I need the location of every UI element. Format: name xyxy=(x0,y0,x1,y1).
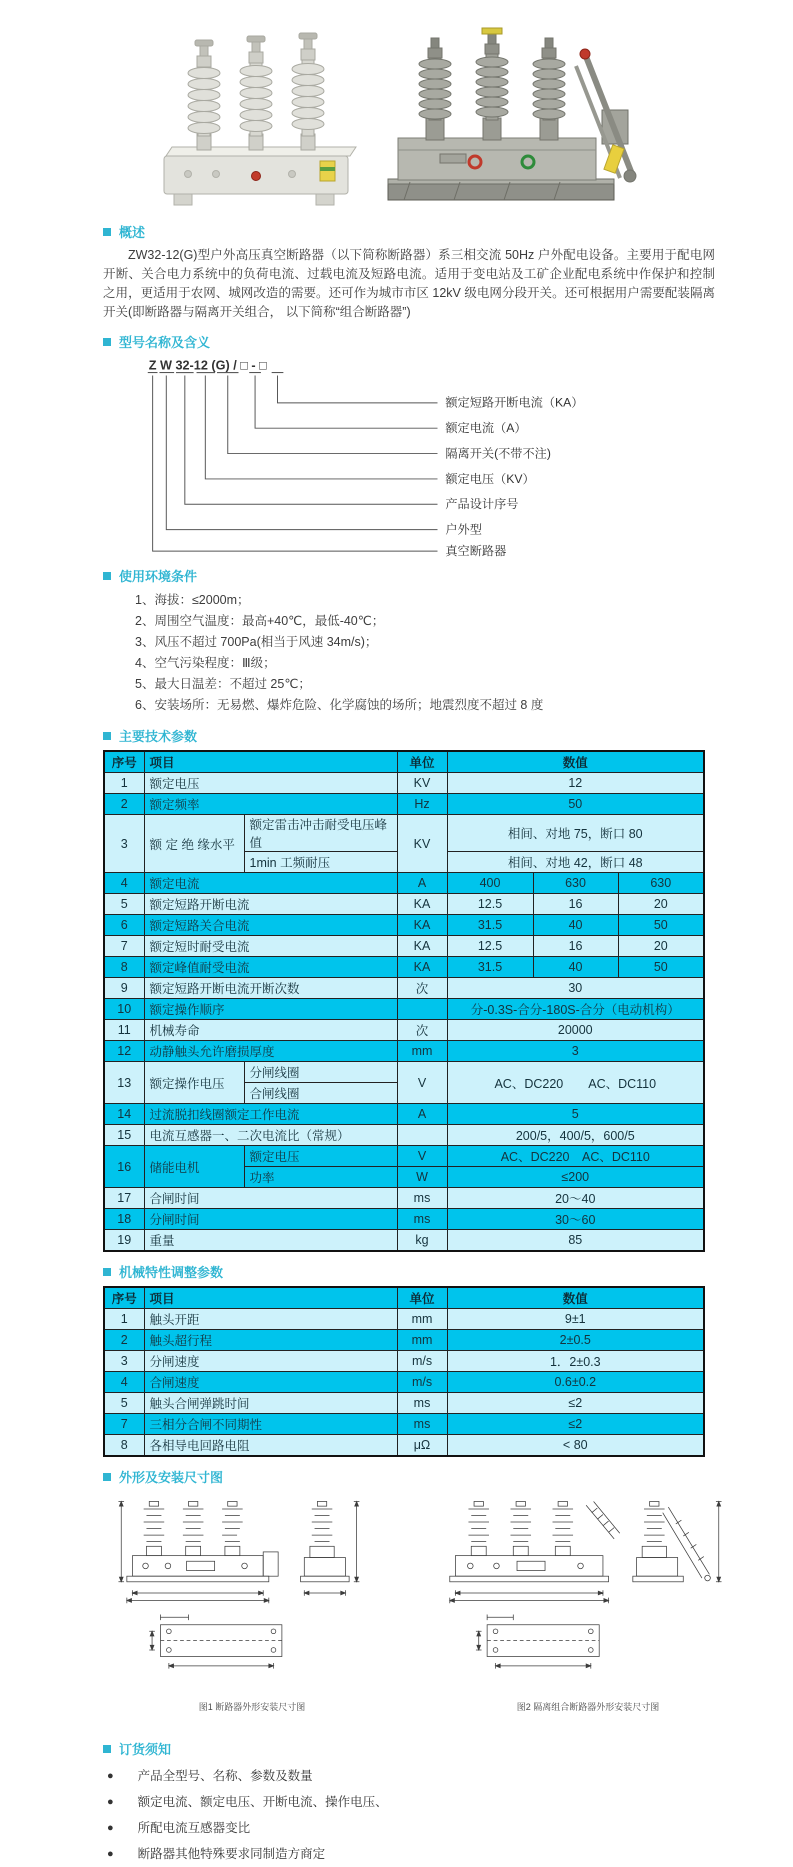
item-label: 分闸速度 xyxy=(144,1351,397,1372)
environment-item: 2、周围空气温度：最高+40℃，最低-40℃； xyxy=(135,614,385,628)
section-dimensions xyxy=(103,1467,793,1486)
row-number: 18 xyxy=(104,1209,144,1230)
unit-value: mm xyxy=(397,1041,447,1062)
param-value: 0.6±0.2 xyxy=(447,1372,704,1393)
row-number: 1 xyxy=(104,773,144,794)
param-value: AC、DC220 AC、DC110 xyxy=(447,1146,704,1167)
unit-value: 次 xyxy=(397,1020,447,1041)
param-value: ≤2 xyxy=(447,1393,704,1414)
unit-value: ms xyxy=(397,1209,447,1230)
unit-value: V xyxy=(397,1062,447,1104)
bullet-dot-icon: ● xyxy=(107,1770,114,1782)
table-row xyxy=(104,1188,704,1209)
param-value: 12 xyxy=(447,773,704,794)
product-photo-breaker xyxy=(152,16,364,212)
sub-item-label: 合闸线圈 xyxy=(244,1083,397,1104)
model-label: 户外型 xyxy=(445,522,482,537)
param-value: 85 xyxy=(447,1230,704,1252)
mech-params-table xyxy=(103,1286,705,1457)
param-value: 630 xyxy=(618,873,704,894)
table-row xyxy=(104,794,704,815)
row-number: 12 xyxy=(104,1041,144,1062)
table-row xyxy=(104,957,704,978)
unit-value: KV xyxy=(397,773,447,794)
unit-value: ms xyxy=(397,1188,447,1209)
dimension-figure-2 xyxy=(438,1494,738,1713)
item-label: 额定短路开断电流 xyxy=(144,894,397,915)
col-header: 数值 xyxy=(447,1287,704,1309)
col-header: 序号 xyxy=(104,751,144,773)
section-bullet-icon xyxy=(103,1268,111,1276)
param-value: 20 xyxy=(618,936,704,957)
section-title: 主要技术参数 xyxy=(119,729,198,744)
table-row xyxy=(104,1125,704,1146)
table-row xyxy=(104,978,704,999)
model-label: 产品设计序号 xyxy=(445,497,519,512)
row-number: 5 xyxy=(104,1393,144,1414)
col-header: 数值 xyxy=(447,751,704,773)
col-header: 序号 xyxy=(104,1287,144,1309)
row-number: 3 xyxy=(104,1351,144,1372)
environment-item: 1、海拔：≤2000m； xyxy=(135,593,250,607)
section-title: 外形及安装尺寸图 xyxy=(119,1470,224,1485)
param-value: 16 xyxy=(533,936,618,957)
item-label: 电流互感器一、二次电流比（常规） xyxy=(144,1125,397,1146)
param-value: 分-0.3S-合分-180S-合分（电动机构） xyxy=(447,999,704,1020)
param-value: 5 xyxy=(447,1104,704,1125)
section-bullet-icon xyxy=(103,338,111,346)
item-label: 储能电机 xyxy=(144,1146,244,1188)
bullet-dot-icon: ● xyxy=(107,1848,114,1860)
col-header: 项目 xyxy=(144,1287,397,1309)
param-value: 50 xyxy=(618,957,704,978)
param-value: 31.5 xyxy=(447,957,533,978)
section-mech-params xyxy=(103,1262,793,1281)
item-label: 额定电压 xyxy=(144,773,397,794)
section-main-params xyxy=(103,726,793,745)
row-number: 2 xyxy=(104,1330,144,1351)
table-row xyxy=(104,815,704,852)
item-label: 三相分合闸不同期性 xyxy=(144,1414,397,1435)
param-value: 12.5 xyxy=(447,936,533,957)
row-number: 5 xyxy=(104,894,144,915)
table-row xyxy=(104,773,704,794)
table-row xyxy=(104,873,704,894)
row-number: 17 xyxy=(104,1188,144,1209)
item-label: 触头合闸弹跳时间 xyxy=(144,1393,397,1414)
model-label: 真空断路器 xyxy=(445,544,507,559)
param-value: 50 xyxy=(447,794,704,815)
item-label: 合闸速度 xyxy=(144,1372,397,1393)
outline-drawing-breaker xyxy=(112,1494,392,1692)
item-label: 各相导电回路电阻 xyxy=(144,1435,397,1457)
item-label: 额定峰值耐受电流 xyxy=(144,957,397,978)
unit-value: KV xyxy=(397,815,447,873)
param-value: ≤200 xyxy=(447,1167,704,1188)
section-ordering xyxy=(103,1739,793,1758)
ordering-item: ● 断路器其他特殊要求同制造方商定 xyxy=(107,1841,793,1867)
param-value: 50 xyxy=(618,915,704,936)
row-number: 7 xyxy=(104,1414,144,1435)
table-row xyxy=(104,1062,704,1083)
section-environment xyxy=(103,566,793,585)
section-bullet-icon xyxy=(103,1745,111,1753)
table-row xyxy=(104,1230,704,1252)
ordering-item: ● 所配电流互感器变比 xyxy=(107,1815,793,1841)
table-row xyxy=(104,1414,704,1435)
col-header: 单位 xyxy=(397,751,447,773)
param-value: 3 xyxy=(447,1041,704,1062)
model-label: 额定短路开断电流（KA） xyxy=(445,395,584,410)
main-params-table xyxy=(103,750,705,1252)
row-number: 3 xyxy=(104,815,144,873)
item-label: 额定操作电压 xyxy=(144,1062,244,1104)
row-number: 1 xyxy=(104,1309,144,1330)
param-value: 9±1 xyxy=(447,1309,704,1330)
section-model xyxy=(103,332,793,351)
row-number: 7 xyxy=(104,936,144,957)
param-value: 相间、对地 42，断口 48 xyxy=(447,852,704,873)
param-value: 400 xyxy=(447,873,533,894)
unit-value: m/s xyxy=(397,1351,447,1372)
unit-value: μΩ xyxy=(397,1435,447,1457)
environment-item: 4、空气污染程度：Ⅲ级； xyxy=(135,656,276,670)
ordering-item: ● 额定电流、额定电压、开断电流、操作电压、 xyxy=(107,1789,793,1815)
param-value: 31.5 xyxy=(447,915,533,936)
environment-item: 6、安装场所：无易燃、爆炸危险、化学腐蚀的场所；地震烈度不超过 8 度 xyxy=(135,698,544,712)
param-value: 30 xyxy=(447,978,704,999)
item-label: 额定操作顺序 xyxy=(144,999,397,1020)
row-number: 9 xyxy=(104,978,144,999)
table-row xyxy=(104,936,704,957)
param-value: 20～40 xyxy=(447,1188,704,1209)
section-title: 型号名称及含义 xyxy=(119,335,211,350)
unit-value xyxy=(397,999,447,1020)
section-title: 概述 xyxy=(119,225,146,240)
sub-item-label: 1min 工频耐压 xyxy=(244,852,397,873)
table-row xyxy=(104,894,704,915)
param-value: 40 xyxy=(533,915,618,936)
item-label: 额定短时耐受电流 xyxy=(144,936,397,957)
row-number: 8 xyxy=(104,1435,144,1457)
dimension-figure-1 xyxy=(112,1494,392,1713)
row-number: 15 xyxy=(104,1125,144,1146)
section-bullet-icon xyxy=(103,1473,111,1481)
ordering-item: ● 产品全型号、名称、参数及数量 xyxy=(107,1763,793,1789)
overview-paragraph: ZW32-12(G)型户外高压真空断路器（以下简称断路器）系三相交流 50Hz 户外配电设备。主要用于配电网开断、关合电力系统中的负荷电流、过载电流及短路电流。适用于变电站及工矿企业配电系统中作保护和控制之用，更适用于农网、城网改造的需要。还可作为城市市区 12kV 级电网分段开关。还可根据用户需要配装隔离开关(即断路器与隔离开关组合， 以下简称“组合断路器”) xyxy=(103,248,715,319)
row-number: 2 xyxy=(104,794,144,815)
table-row xyxy=(104,1287,704,1309)
table-row xyxy=(104,1041,704,1062)
item-label: 分闸时间 xyxy=(144,1209,397,1230)
table-row xyxy=(104,1372,704,1393)
row-number: 13 xyxy=(104,1062,144,1104)
section-overview xyxy=(103,222,793,241)
unit-value: A xyxy=(397,873,447,894)
unit-value: A xyxy=(397,1104,447,1125)
row-number: 10 xyxy=(104,999,144,1020)
param-value: 200/5，400/5，600/5 xyxy=(447,1125,704,1146)
row-number: 11 xyxy=(104,1020,144,1041)
table-row xyxy=(104,751,704,773)
model-label: 隔离开关(不带不注) xyxy=(445,446,551,461)
section-bullet-icon xyxy=(103,572,111,580)
bullet-dot-icon: ● xyxy=(107,1822,114,1834)
item-label: 机械寿命 xyxy=(144,1020,397,1041)
item-label: 过流脱扣线圈额定工作电流 xyxy=(144,1104,397,1125)
param-value: 16 xyxy=(533,894,618,915)
sub-item-label: 额定电压 xyxy=(244,1146,397,1167)
table-row xyxy=(104,915,704,936)
param-value: 1．2±0.3 xyxy=(447,1351,704,1372)
param-value: AC、DC220 AC、DC110 xyxy=(447,1062,704,1104)
unit-value xyxy=(397,1125,447,1146)
unit-value: kg xyxy=(397,1230,447,1252)
item-label: 重量 xyxy=(144,1230,397,1252)
sub-item-label: 额定雷击冲击耐受电压峰值 xyxy=(244,815,397,852)
table-row xyxy=(104,999,704,1020)
row-number: 6 xyxy=(104,915,144,936)
unit-value: W xyxy=(397,1167,447,1188)
figure-caption: 图1 断路器外形安装尺寸图 xyxy=(198,1702,306,1712)
item-label: 额定电流 xyxy=(144,873,397,894)
environment-item: 5、最大日温差：不超过 25℃； xyxy=(135,677,311,691)
dimension-figures xyxy=(112,1494,793,1713)
unit-value: ms xyxy=(397,1414,447,1435)
col-header: 单位 xyxy=(397,1287,447,1309)
unit-value: V xyxy=(397,1146,447,1167)
outline-drawing-combined-breaker xyxy=(438,1494,738,1692)
unit-value: Hz xyxy=(397,794,447,815)
table-row xyxy=(104,1309,704,1330)
unit-value: KA xyxy=(397,915,447,936)
item-label: 触头超行程 xyxy=(144,1330,397,1351)
unit-value: KA xyxy=(397,936,447,957)
table-row xyxy=(104,1393,704,1414)
table-row xyxy=(104,1435,704,1457)
item-label: 触头开距 xyxy=(144,1309,397,1330)
unit-value: m/s xyxy=(397,1372,447,1393)
sub-item-label: 分闸线圈 xyxy=(244,1062,397,1083)
item-label: 额定频率 xyxy=(144,794,397,815)
row-number: 16 xyxy=(104,1146,144,1188)
product-photos xyxy=(0,0,793,212)
item-label: 合闸时间 xyxy=(144,1188,397,1209)
row-number: 8 xyxy=(104,957,144,978)
row-number: 19 xyxy=(104,1230,144,1252)
param-value: 20 xyxy=(618,894,704,915)
table-row xyxy=(104,1104,704,1125)
item-label: 额定短路关合电流 xyxy=(144,915,397,936)
param-value: 30～60 xyxy=(447,1209,704,1230)
section-title: 机械特性调整参数 xyxy=(119,1265,224,1280)
environment-item: 3、风压不超过 700Pa(相当于风速 34m/s)； xyxy=(135,635,378,649)
model-label: 额定电流（A） xyxy=(445,421,527,436)
param-value: 2±0.5 xyxy=(447,1330,704,1351)
item-label: 额定短路开断电流开断次数 xyxy=(144,978,397,999)
table-row xyxy=(104,1351,704,1372)
unit-value: ms xyxy=(397,1393,447,1414)
param-value: < 80 xyxy=(447,1435,704,1457)
section-title: 使用环境条件 xyxy=(119,569,198,584)
section-title: 订货须知 xyxy=(119,1742,172,1757)
param-value: ≤2 xyxy=(447,1414,704,1435)
unit-value: KA xyxy=(397,957,447,978)
bullet-dot-icon: ● xyxy=(107,1796,114,1808)
col-header: 项目 xyxy=(144,751,397,773)
model-designation-diagram xyxy=(138,356,698,559)
unit-value: mm xyxy=(397,1330,447,1351)
table-row xyxy=(104,1330,704,1351)
unit-value: KA xyxy=(397,894,447,915)
section-bullet-icon xyxy=(103,732,111,740)
unit-value: 次 xyxy=(397,978,447,999)
param-value: 40 xyxy=(533,957,618,978)
product-photo-combined-breaker xyxy=(380,26,642,212)
row-number: 4 xyxy=(104,873,144,894)
section-bullet-icon xyxy=(103,228,111,236)
sub-item-label: 功率 xyxy=(244,1167,397,1188)
param-value: 相间、对地 75，断口 80 xyxy=(447,815,704,852)
item-label: 动静触头允许磨损厚度 xyxy=(144,1041,397,1062)
model-label: 额定电压（KV） xyxy=(445,471,535,486)
item-label: 额 定 绝 缘水平 xyxy=(144,815,244,873)
row-number: 14 xyxy=(104,1104,144,1125)
table-row xyxy=(104,1209,704,1230)
unit-value: mm xyxy=(397,1309,447,1330)
figure-caption: 图2 隔离组合断路器外形安装尺寸图 xyxy=(516,1702,660,1712)
table-row xyxy=(104,1146,704,1167)
row-number: 4 xyxy=(104,1372,144,1393)
model-code: Z W 32-12 (G) / □ - □ xyxy=(148,358,267,373)
param-value: 20000 xyxy=(447,1020,704,1041)
table-row xyxy=(104,1020,704,1041)
param-value: 630 xyxy=(533,873,618,894)
param-value: 12.5 xyxy=(447,894,533,915)
